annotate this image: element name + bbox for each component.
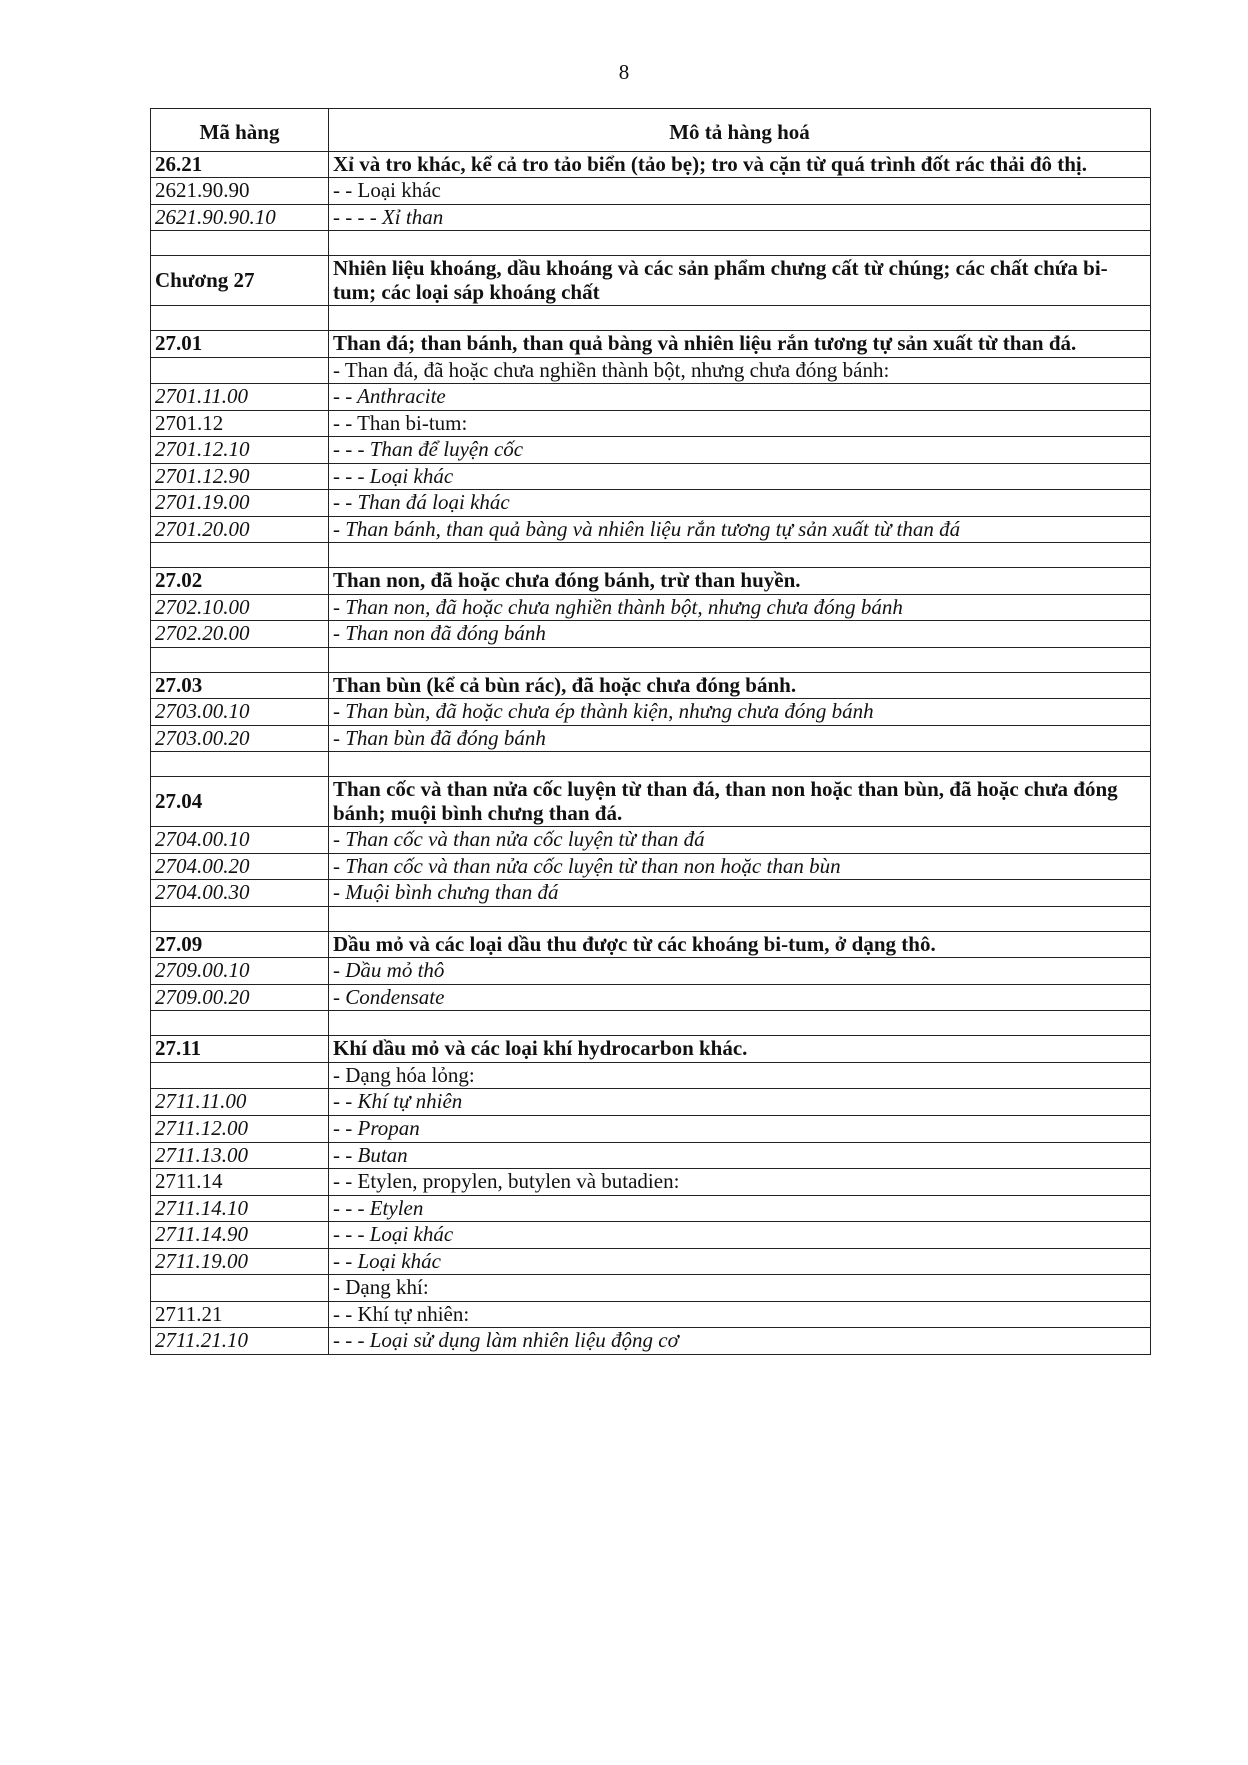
spacer-row: [151, 752, 1151, 777]
table-row: [151, 672, 1151, 699]
description-cell: Khí dầu mỏ và các loại khí hydrocarbon khác.: [329, 1036, 1151, 1063]
hs-code-cell: [151, 231, 329, 256]
hs-code-cell: [151, 1011, 329, 1036]
table-row: [151, 331, 1151, 358]
hs-code-cell: 2704.00.30: [151, 880, 329, 907]
description-cell: Nhiên liệu khoáng, dầu khoáng và các sản phẩm chưng cất từ chúng; các chất chứa bi-tum; các loại sáp khoáng chất: [329, 256, 1151, 306]
description-cell: - Than bùn đã đóng bánh: [329, 725, 1151, 752]
hs-code-cell: 27.11: [151, 1036, 329, 1063]
table-row: [151, 621, 1151, 648]
table-row: [151, 1301, 1151, 1328]
hs-code-cell: 2621.90.90.10: [151, 204, 329, 231]
description-cell: - Than bánh, than quả bàng và nhiên liệu rắn tương tự sản xuất từ than đá: [329, 516, 1151, 543]
description-cell: - - Etylen, propylen, butylen và butadien:: [329, 1169, 1151, 1196]
spacer-row: [151, 1011, 1151, 1036]
spacer-row: [151, 647, 1151, 672]
description-cell: [329, 647, 1151, 672]
description-cell: - Than non, đã hoặc chưa nghiền thành bột, nhưng chưa đóng bánh: [329, 594, 1151, 621]
spacer-row: [151, 543, 1151, 568]
hs-code-cell: [151, 1062, 329, 1089]
table-row: [151, 437, 1151, 464]
hs-code-cell: [151, 906, 329, 931]
table-row: [151, 463, 1151, 490]
table-row: [151, 853, 1151, 880]
table-row: [151, 1062, 1151, 1089]
hs-code-cell: 2703.00.20: [151, 725, 329, 752]
table-row: [151, 178, 1151, 205]
hs-code-cell: 2711.14.10: [151, 1195, 329, 1222]
description-cell: - - Than đá loại khác: [329, 490, 1151, 517]
description-cell: - Than cốc và than nửa cốc luyện từ than đá: [329, 827, 1151, 854]
table-header-row: [151, 109, 1151, 152]
hs-code-cell: 27.02: [151, 568, 329, 595]
description-cell: - Dạng khí:: [329, 1275, 1151, 1302]
hs-code-cell: Chương 27: [151, 256, 329, 306]
table-row: [151, 1142, 1151, 1169]
description-cell: Than đá; than bánh, than quả bàng và nhiên liệu rắn tương tự sản xuất từ than đá.: [329, 331, 1151, 358]
table-row: [151, 568, 1151, 595]
hs-code-cell: 2711.13.00: [151, 1142, 329, 1169]
hs-code-cell: 2711.21: [151, 1301, 329, 1328]
table-row: [151, 827, 1151, 854]
hs-code-cell: 2621.90.90: [151, 178, 329, 205]
page-number: 8: [618, 60, 630, 84]
hs-code-cell: [151, 357, 329, 384]
description-cell: - - Loại khác: [329, 1248, 1151, 1275]
hs-code-cell: 2702.10.00: [151, 594, 329, 621]
table-row: [151, 1222, 1151, 1249]
description-cell: Than cốc và than nửa cốc luyện từ than đá, than non hoặc than bùn, đã hoặc chưa đóng bánh; muội bình chưng than đá.: [329, 777, 1151, 827]
table-row: [151, 880, 1151, 907]
hs-code-cell: 2701.12: [151, 410, 329, 437]
hs-code-cell: [151, 1275, 329, 1302]
table-row: [151, 1089, 1151, 1116]
hs-code-cell: 2711.21.10: [151, 1328, 329, 1355]
hs-code-cell: 2711.14: [151, 1169, 329, 1196]
hs-code-cell: 27.04: [151, 777, 329, 827]
spacer-row: [151, 231, 1151, 256]
table-row: [151, 516, 1151, 543]
table-row: [151, 1169, 1151, 1196]
table-row: [151, 1248, 1151, 1275]
table-row: [151, 1328, 1151, 1355]
hs-code-cell: [151, 306, 329, 331]
table-row: [151, 958, 1151, 985]
description-cell: - Dạng hóa lỏng:: [329, 1062, 1151, 1089]
description-cell: - - - Loại sử dụng làm nhiên liệu động cơ: [329, 1328, 1151, 1355]
hs-code-cell: 2709.00.10: [151, 958, 329, 985]
description-cell: - Condensate: [329, 984, 1151, 1011]
hs-code-cell: [151, 647, 329, 672]
table-row: [151, 384, 1151, 411]
table-row: [151, 204, 1151, 231]
hs-code-cell: 2703.00.10: [151, 699, 329, 726]
hs-code-cell: 2711.19.00: [151, 1248, 329, 1275]
description-cell: - - Butan: [329, 1142, 1151, 1169]
hs-code-cell: 2701.12.10: [151, 437, 329, 464]
table-row: [151, 357, 1151, 384]
hs-code-cell: 27.01: [151, 331, 329, 358]
description-cell: [329, 752, 1151, 777]
hs-code-cell: 2702.20.00: [151, 621, 329, 648]
hs-code-cell: [151, 543, 329, 568]
description-cell: Than bùn (kể cả bùn rác), đã hoặc chưa đóng bánh.: [329, 672, 1151, 699]
table-row: [151, 931, 1151, 958]
description-cell: Dầu mỏ và các loại dầu thu được từ các khoáng bi-tum, ở dạng thô.: [329, 931, 1151, 958]
hs-code-cell: 2701.20.00: [151, 516, 329, 543]
description-cell: - Muội bình chưng than đá: [329, 880, 1151, 907]
table-row: [151, 1036, 1151, 1063]
hs-code-cell: 2711.11.00: [151, 1089, 329, 1116]
description-cell: [329, 306, 1151, 331]
description-cell: - Dầu mỏ thô: [329, 958, 1151, 985]
description-cell: Than non, đã hoặc chưa đóng bánh, trừ than huyền.: [329, 568, 1151, 595]
header-description: Mô tả hàng hoá: [329, 109, 1151, 152]
table-row: [151, 256, 1151, 306]
hs-code-cell: 26.21: [151, 151, 329, 178]
hs-code-cell: 2701.12.90: [151, 463, 329, 490]
hs-code-cell: 2709.00.20: [151, 984, 329, 1011]
hs-code-cell: 2711.14.90: [151, 1222, 329, 1249]
hs-code-cell: 2711.12.00: [151, 1115, 329, 1142]
table-row: [151, 594, 1151, 621]
table-row: [151, 490, 1151, 517]
description-cell: - - Khí tự nhiên:: [329, 1301, 1151, 1328]
description-cell: - - - Than để luyện cốc: [329, 437, 1151, 464]
hs-code-cell: 27.03: [151, 672, 329, 699]
description-cell: - - - - Xỉ than: [329, 204, 1151, 231]
hs-code-cell: 2701.11.00: [151, 384, 329, 411]
table-body: [151, 151, 1151, 1354]
description-cell: - - Than bi-tum:: [329, 410, 1151, 437]
table-row: [151, 1195, 1151, 1222]
table-row: [151, 410, 1151, 437]
description-cell: - - Anthracite: [329, 384, 1151, 411]
description-cell: - - - Loại khác: [329, 463, 1151, 490]
spacer-row: [151, 306, 1151, 331]
description-cell: - - Loại khác: [329, 178, 1151, 205]
spacer-row: [151, 906, 1151, 931]
hs-code-cell: [151, 752, 329, 777]
commodity-table: [150, 108, 1151, 1355]
description-cell: - Than cốc và than nửa cốc luyện từ than non hoặc than bùn: [329, 853, 1151, 880]
table-row: [151, 1115, 1151, 1142]
description-cell: - - Propan: [329, 1115, 1151, 1142]
description-cell: - Than đá, đã hoặc chưa nghiền thành bột, nhưng chưa đóng bánh:: [329, 357, 1151, 384]
description-cell: - - - Etylen: [329, 1195, 1151, 1222]
description-cell: - - Khí tự nhiên: [329, 1089, 1151, 1116]
table-row: [151, 984, 1151, 1011]
table-row: [151, 725, 1151, 752]
hs-code-cell: 27.09: [151, 931, 329, 958]
table-row: [151, 777, 1151, 827]
header-code: Mã hàng: [151, 109, 329, 152]
hs-code-cell: 2704.00.20: [151, 853, 329, 880]
hs-code-cell: 2701.19.00: [151, 490, 329, 517]
description-cell: - Than non đã đóng bánh: [329, 621, 1151, 648]
table-row: [151, 699, 1151, 726]
description-cell: [329, 231, 1151, 256]
table-row: [151, 151, 1151, 178]
description-cell: - Than bùn, đã hoặc chưa ép thành kiện, nhưng chưa đóng bánh: [329, 699, 1151, 726]
description-cell: [329, 906, 1151, 931]
description-cell: [329, 543, 1151, 568]
description-cell: - - - Loại khác: [329, 1222, 1151, 1249]
description-cell: [329, 1011, 1151, 1036]
hs-code-cell: 2704.00.10: [151, 827, 329, 854]
table-row: [151, 1275, 1151, 1302]
description-cell: Xỉ và tro khác, kể cả tro tảo biển (tảo bẹ); tro và cặn từ quá trình đốt rác thải đô thị.: [329, 151, 1151, 178]
